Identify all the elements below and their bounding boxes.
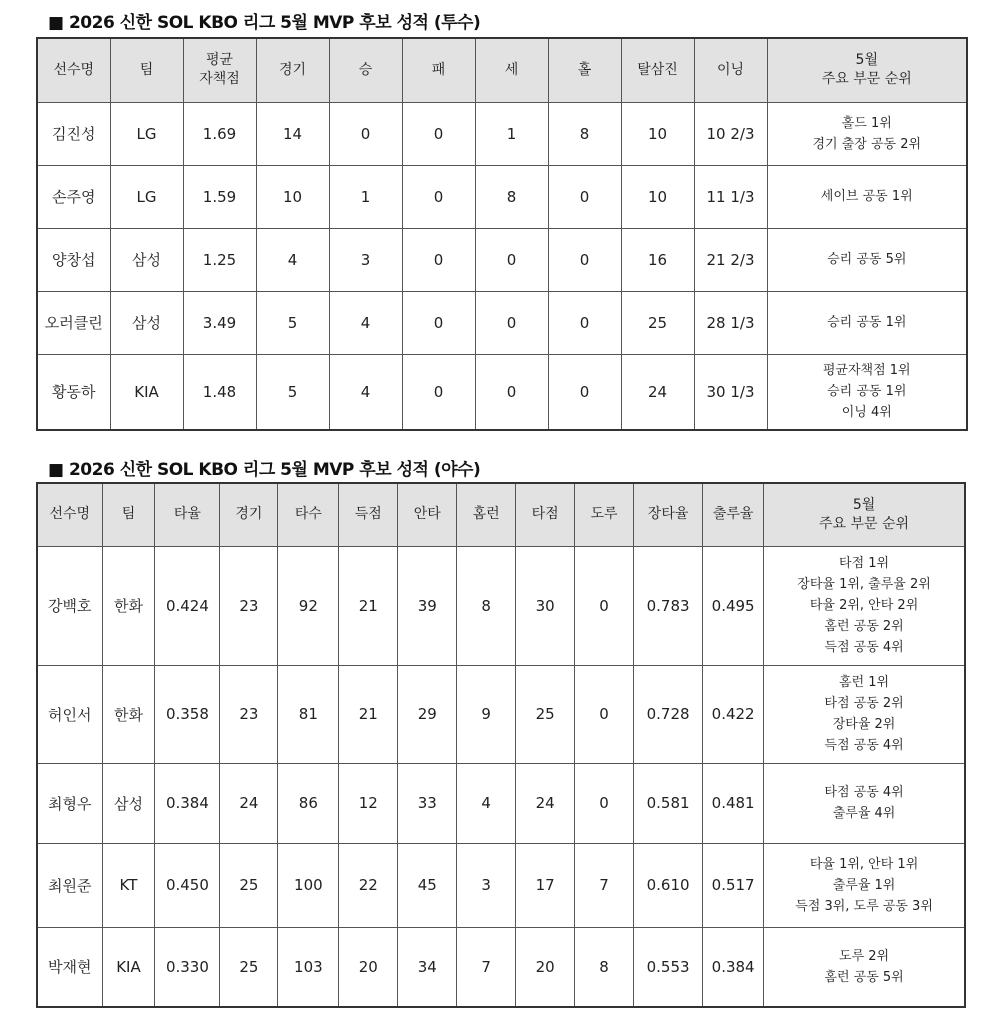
cell-rankings: [764, 546, 965, 665]
header-steals: [575, 483, 634, 546]
header-home-runs: [457, 483, 516, 546]
header-text: 홀: [577, 61, 592, 78]
cell-era: 1.48: [183, 354, 256, 430]
cell-rbi: 25: [516, 665, 575, 763]
cell-home-runs: 3: [457, 843, 516, 927]
ranking-line: 득점 공동 4위: [824, 738, 904, 753]
cell-innings: 21 2/3: [694, 228, 767, 291]
cell-games: 5: [256, 291, 329, 354]
ranking-line: 평균자책점 1위: [822, 363, 911, 379]
ranking-line: 득점 3위, 도루 공동 3위: [795, 898, 933, 914]
cell-rankings: [767, 354, 967, 430]
cell-avg: 0.384: [155, 763, 220, 843]
cell-games: 25: [220, 927, 278, 1007]
cell-at-bats: 103: [278, 927, 339, 1007]
cell-strikeouts: 10: [621, 165, 694, 228]
cell-games: 10: [256, 165, 329, 228]
header-text: 경기: [278, 61, 307, 78]
table-row: [37, 665, 965, 763]
table-row: [37, 165, 967, 228]
cell-home-runs: 9: [457, 665, 516, 763]
ranking-line: 타율 1위, 안타 1위: [809, 856, 919, 872]
header-rankings: [764, 483, 965, 546]
header-text: 5월: [852, 496, 876, 513]
header-rankings: [767, 38, 967, 102]
cell-obp: 0.495: [703, 546, 764, 665]
cell-saves: 0: [475, 228, 548, 291]
header-text: 주요 부문 순위: [821, 71, 912, 88]
ranking-line: 타점 공동 2위: [824, 696, 904, 711]
cell-games: 25: [220, 843, 278, 927]
header-at-bats: [278, 483, 339, 546]
cell-losses: 0: [402, 228, 475, 291]
header-player: [37, 483, 102, 546]
table-row: [37, 927, 965, 1007]
cell-runs: 21: [339, 546, 398, 665]
ranking-line: 장타율 1위, 출루율 2위: [797, 577, 931, 592]
cell-rankings: [767, 165, 967, 228]
cell-saves: 0: [475, 354, 548, 430]
cell-wins: 4: [329, 354, 402, 430]
cell-hits: 34: [398, 927, 457, 1007]
ranking-line: 타율 2위, 안타 2위: [809, 598, 919, 613]
header-runs: [339, 483, 398, 546]
cell-team: 삼성: [110, 228, 183, 291]
cell-holds: 0: [548, 228, 621, 291]
cell-runs: 21: [339, 665, 398, 763]
header-text: 이닝: [716, 61, 745, 78]
header-text: 경기: [235, 506, 263, 523]
header-text: 팀: [121, 506, 136, 523]
cell-losses: 0: [402, 354, 475, 430]
header-text: 선수명: [49, 506, 91, 523]
ranking-line: 승리 공동 1위: [827, 315, 907, 330]
header-holds: [548, 38, 621, 102]
cell-wins: 1: [329, 165, 402, 228]
cell-steals: 0: [575, 546, 634, 665]
cell-player: 김진성: [37, 102, 110, 165]
ranking-line: 타점 1위: [839, 556, 890, 571]
cell-era: 3.49: [183, 291, 256, 354]
cell-saves: 0: [475, 291, 548, 354]
header-wins: [329, 38, 402, 102]
cell-holds: 0: [548, 165, 621, 228]
cell-team: 삼성: [102, 763, 155, 843]
cell-rankings: [764, 927, 965, 1007]
ranking-line: 홈런 공동 2위: [824, 619, 904, 634]
cell-runs: 22: [339, 843, 398, 927]
cell-player: 최형우: [37, 763, 102, 843]
cell-home-runs: 4: [457, 763, 516, 843]
cell-strikeouts: 10: [621, 102, 694, 165]
header-text: 타점: [531, 506, 559, 523]
cell-innings: 11 1/3: [694, 165, 767, 228]
ranking-line: 도루 2위: [839, 948, 890, 964]
header-avg: [155, 483, 220, 546]
cell-hits: 33: [398, 763, 457, 843]
header-games: [256, 38, 329, 102]
cell-steals: 0: [575, 665, 634, 763]
cell-obp: 0.517: [703, 843, 764, 927]
cell-avg: 0.450: [155, 843, 220, 927]
header-strikeouts: [621, 38, 694, 102]
cell-rankings: [767, 102, 967, 165]
cell-steals: 8: [575, 927, 634, 1007]
cell-era: 1.59: [183, 165, 256, 228]
header-text: 세: [504, 61, 519, 78]
cell-team: KIA: [110, 354, 183, 430]
table-row: [37, 354, 967, 430]
cell-wins: 0: [329, 102, 402, 165]
cell-at-bats: 81: [278, 665, 339, 763]
cell-rankings: [767, 291, 967, 354]
header-text: 타수: [294, 506, 322, 523]
header-text: 출루율: [712, 506, 754, 523]
cell-avg: 0.330: [155, 927, 220, 1007]
cell-era: 1.69: [183, 102, 256, 165]
cell-avg: 0.358: [155, 665, 220, 763]
table-row: [37, 291, 967, 354]
header-innings: [694, 38, 767, 102]
header-text: 팀: [139, 61, 154, 78]
cell-rbi: 24: [516, 763, 575, 843]
header-team: [110, 38, 183, 102]
cell-player: 최원준: [37, 843, 102, 927]
ranking-line: 장타율 2위: [832, 717, 896, 732]
header-games: [220, 483, 278, 546]
header-era: [183, 38, 256, 102]
table-row: [37, 228, 967, 291]
cell-innings: 30 1/3: [694, 354, 767, 430]
cell-rankings: [764, 665, 965, 763]
ranking-line: 홈런 1위: [839, 675, 890, 690]
cell-steals: 7: [575, 843, 634, 927]
header-text: 5월: [855, 52, 878, 69]
ranking-line: 홀드 1위: [841, 115, 892, 131]
ranking-line: 승리 공동 5위: [827, 252, 907, 267]
table-row: [37, 102, 967, 165]
cell-rbi: 20: [516, 927, 575, 1007]
cell-team: LG: [110, 102, 183, 165]
header-text: 자책점: [199, 71, 240, 88]
header-text: 승: [358, 61, 373, 78]
cell-home-runs: 7: [457, 927, 516, 1007]
cell-games: 24: [220, 763, 278, 843]
cell-strikeouts: 24: [621, 354, 694, 430]
cell-holds: 0: [548, 354, 621, 430]
header-team: [102, 483, 155, 546]
cell-player: 손주영: [37, 165, 110, 228]
header-text: 패: [431, 61, 446, 78]
pitcher-header-row: [37, 38, 967, 102]
batter-table-title: ■ 2026 신한 SOL KBO 리그 5월 MVP 후보 성적 (야수): [48, 460, 481, 480]
cell-rankings: [764, 763, 965, 843]
cell-obp: 0.422: [703, 665, 764, 763]
cell-hits: 45: [398, 843, 457, 927]
cell-runs: 12: [339, 763, 398, 843]
cell-wins: 3: [329, 228, 402, 291]
cell-games: 4: [256, 228, 329, 291]
batter-stats-table: [36, 482, 966, 1008]
table-row: [37, 763, 965, 843]
cell-wins: 4: [329, 291, 402, 354]
cell-games: 23: [220, 546, 278, 665]
cell-steals: 0: [575, 763, 634, 843]
cell-obp: 0.384: [703, 927, 764, 1007]
cell-slg: 0.783: [634, 546, 703, 665]
pitcher-table-title: ■ 2026 신한 SOL KBO 리그 5월 MVP 후보 성적 (투수): [48, 13, 481, 33]
cell-slg: 0.610: [634, 843, 703, 927]
header-text: 안타: [413, 506, 441, 523]
table-row: [37, 546, 965, 665]
cell-hits: 29: [398, 665, 457, 763]
header-text: 장타율: [647, 506, 689, 523]
cell-innings: 10 2/3: [694, 102, 767, 165]
cell-at-bats: 86: [278, 763, 339, 843]
batter-header-row: [37, 483, 965, 546]
cell-era: 1.25: [183, 228, 256, 291]
header-obp: [703, 483, 764, 546]
cell-at-bats: 100: [278, 843, 339, 927]
cell-rankings: [767, 228, 967, 291]
header-slg: [634, 483, 703, 546]
pitcher-stats-table: [36, 37, 968, 431]
cell-strikeouts: 16: [621, 228, 694, 291]
cell-games: 5: [256, 354, 329, 430]
header-rbi: [516, 483, 575, 546]
cell-innings: 28 1/3: [694, 291, 767, 354]
cell-player: 양창섭: [37, 228, 110, 291]
cell-losses: 0: [402, 165, 475, 228]
header-losses: [402, 38, 475, 102]
cell-strikeouts: 25: [621, 291, 694, 354]
header-text: 득점: [354, 506, 382, 523]
cell-saves: 1: [475, 102, 548, 165]
cell-losses: 0: [402, 102, 475, 165]
cell-slg: 0.581: [634, 763, 703, 843]
cell-hits: 39: [398, 546, 457, 665]
header-text: 선수명: [53, 61, 95, 78]
cell-saves: 8: [475, 165, 548, 228]
cell-at-bats: 92: [278, 546, 339, 665]
cell-team: KIA: [102, 927, 155, 1007]
ranking-line: 출루율 4위: [832, 806, 896, 821]
header-text: 타율: [173, 506, 201, 523]
cell-team: 한화: [102, 546, 155, 665]
ranking-line: 득점 공동 4위: [824, 640, 904, 655]
header-text: 홈런: [472, 506, 500, 523]
header-text: 주요 부문 순위: [819, 515, 910, 532]
cell-player: 박재현: [37, 927, 102, 1007]
cell-player: 허인서: [37, 665, 102, 763]
cell-team: 한화: [102, 665, 155, 763]
cell-rbi: 30: [516, 546, 575, 665]
cell-player: 강백호: [37, 546, 102, 665]
cell-losses: 0: [402, 291, 475, 354]
cell-player: 오러클린: [37, 291, 110, 354]
cell-home-runs: 8: [457, 546, 516, 665]
header-text: 도루: [590, 506, 618, 523]
cell-obp: 0.481: [703, 763, 764, 843]
cell-team: 삼성: [110, 291, 183, 354]
cell-team: LG: [110, 165, 183, 228]
ranking-line: 이닝 4위: [841, 405, 892, 421]
header-text: 탈삼진: [637, 61, 678, 78]
cell-player: 황동하: [37, 354, 110, 430]
cell-team: KT: [102, 843, 155, 927]
header-text: 평균: [205, 52, 234, 69]
header-hits: [398, 483, 457, 546]
header-player: [37, 38, 110, 102]
cell-holds: 0: [548, 291, 621, 354]
ranking-line: 출루율 1위: [832, 877, 896, 893]
ranking-line: 홈런 공동 5위: [824, 969, 904, 985]
cell-runs: 20: [339, 927, 398, 1007]
cell-games: 23: [220, 665, 278, 763]
table-row: [37, 843, 965, 927]
cell-slg: 0.728: [634, 665, 703, 763]
cell-rbi: 17: [516, 843, 575, 927]
cell-games: 14: [256, 102, 329, 165]
ranking-line: 세이브 공동 1위: [820, 189, 913, 204]
ranking-line: 승리 공동 1위: [827, 384, 907, 400]
ranking-line: 경기 출장 공동 2위: [812, 136, 922, 152]
cell-avg: 0.424: [155, 546, 220, 665]
cell-rankings: [764, 843, 965, 927]
cell-slg: 0.553: [634, 927, 703, 1007]
header-saves: [475, 38, 548, 102]
ranking-line: 타점 공동 4위: [824, 785, 904, 800]
cell-holds: 8: [548, 102, 621, 165]
